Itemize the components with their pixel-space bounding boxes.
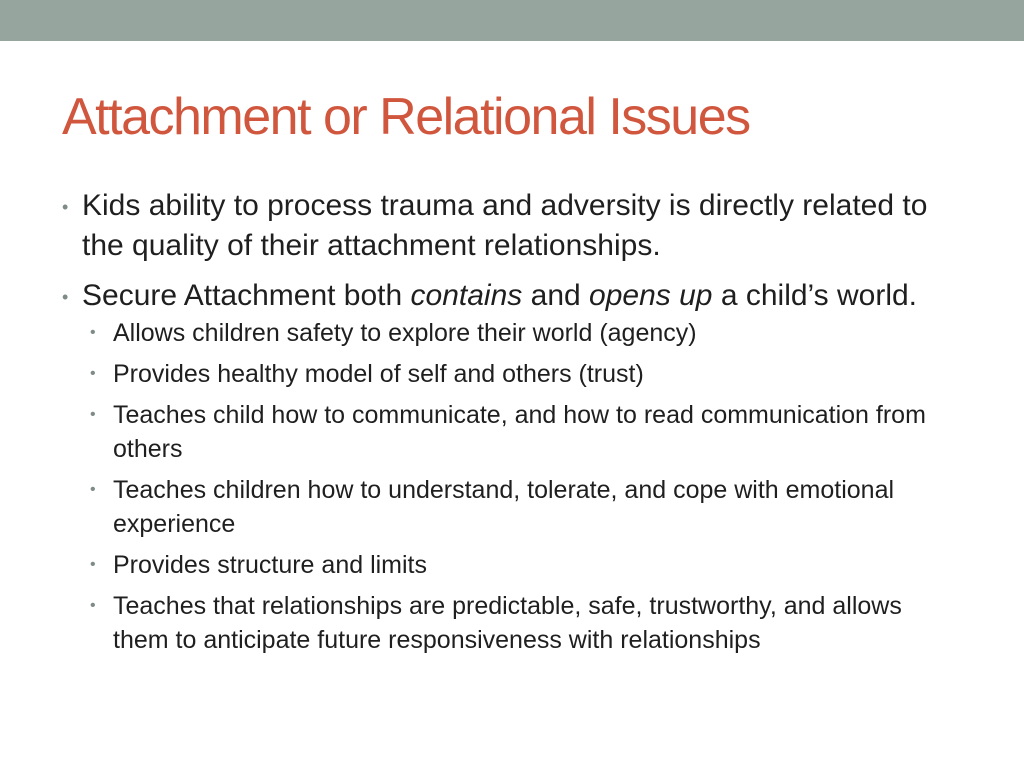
- sub-bullet-text: Provides structure and limits: [113, 551, 428, 579]
- bullet-dot-icon: •: [62, 287, 69, 307]
- sub-bullet-item: [90, 398, 962, 466]
- emphasis-contains: contains: [410, 279, 523, 312]
- sub-bullet-text: Allows children safety to explore their world (agency): [113, 319, 697, 347]
- bullet-dot-icon: •: [62, 197, 69, 217]
- sub-bullet-dot-icon: •: [90, 556, 96, 573]
- bullet-text: Kids ability to process trauma and adversity is directly related to the quality of their attachment relationships.: [82, 189, 928, 262]
- bullet-text-part: Secure Attachment both: [82, 279, 411, 312]
- sub-bullet-item: [90, 316, 962, 350]
- emphasis-opens-up: opens up: [589, 279, 713, 312]
- sub-bullet-dot-icon: •: [90, 324, 96, 341]
- sub-bullet-text: Teaches that relationships are predictable, safe, trustworthy, and allows them to anticipate future responsiveness with relationships: [113, 592, 902, 654]
- slide-body: [62, 186, 962, 664]
- bullet-item: [62, 186, 962, 266]
- sub-bullet-item: [90, 473, 962, 541]
- sub-bullet-text: Provides healthy model of self and others (trust): [113, 360, 644, 388]
- sub-bullet-dot-icon: •: [90, 597, 96, 614]
- top-accent-bar: [0, 0, 1024, 41]
- bullet-item: [62, 276, 962, 316]
- sub-bullet-text: Teaches child how to communicate, and how to read communication from others: [113, 401, 926, 463]
- sub-bullet-item: [90, 589, 962, 657]
- sub-bullet-dot-icon: •: [90, 365, 96, 382]
- bullet-text-part: and: [522, 279, 590, 312]
- sub-bullet-text: Teaches children how to understand, tolerate, and cope with emotional experience: [113, 476, 895, 538]
- sub-bullet-item: [90, 357, 962, 391]
- sub-bullet-dot-icon: •: [90, 406, 96, 423]
- slide-title: Attachment or Relational Issues: [62, 88, 750, 146]
- bullet-text-part: a child’s world.: [712, 279, 918, 312]
- sub-bullet-item: [90, 548, 962, 582]
- sub-bullet-list: [90, 316, 962, 657]
- sub-bullet-dot-icon: •: [90, 481, 96, 498]
